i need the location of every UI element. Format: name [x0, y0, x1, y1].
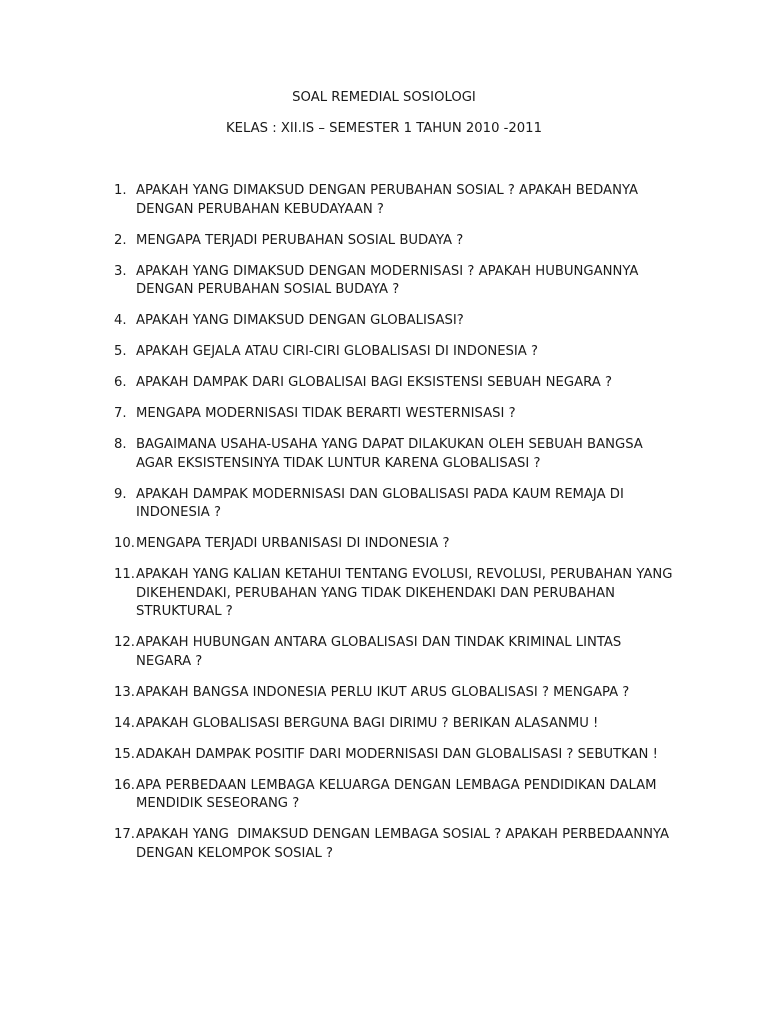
question-number: 2.: [114, 232, 127, 248]
question-text: APAKAH DAMPAK DARI GLOBALISAI BAGI EKSISTENSI SEBUAH NEGARA ?: [136, 375, 612, 390]
question-text: APAKAH BANGSA INDONESIA PERLU IKUT ARUS GLOBALISASI ? MENGAPA ?: [136, 684, 630, 700]
question-item: [114, 566, 680, 622]
question-number: 14.: [114, 715, 135, 731]
question-item: [114, 826, 680, 863]
question-text: MENGAPA TERJADI PERUBAHAN SOSIAL BUDAYA ?: [136, 232, 464, 248]
question-item: [114, 486, 680, 523]
question-item: [114, 343, 680, 362]
question-text: MENGAPA TERJADI URBANISASI DI INDONESIA ?: [136, 536, 450, 551]
question-text: APAKAH GLOBALISASI BERGUNA BAGI DIRIMU ? BERIKAN ALASANMU !: [136, 715, 599, 731]
question-number: 3.: [114, 263, 127, 279]
question-item: [114, 634, 680, 671]
question-text: APAKAH DAMPAK MODERNISASI DAN GLOBALISASI PADA KAUM REMAJA DI INDONESIA ?: [136, 486, 629, 520]
question-item: [114, 777, 680, 814]
question-number: 9.: [114, 486, 127, 502]
question-number: 10.: [114, 536, 135, 551]
question-text: APAKAH YANG DIMAKSUD DENGAN GLOBALISASI?: [136, 313, 464, 328]
question-number: 5.: [114, 344, 127, 359]
question-number: 15.: [114, 746, 135, 762]
question-text: MENGAPA MODERNISASI TIDAK BERARTI WESTERNISASI ?: [136, 406, 516, 421]
question-number: 6.: [114, 375, 127, 390]
question-item: [114, 374, 680, 393]
document-subtitle: KELAS : XII.IS – SEMESTER 1 TAHUN 2010 -2011: [226, 121, 542, 136]
question-number: 13.: [114, 684, 135, 700]
question-item: [114, 263, 680, 300]
question-text: APAKAH YANG DIMAKSUD DENGAN MODERNISASI ? APAKAH HUBUNGANNYA DENGAN PERUBAHAN SOSIAL BUDAYA ?: [136, 263, 643, 297]
question-number: 11.: [114, 567, 135, 582]
question-text: APAKAH HUBUNGAN ANTARA GLOBALISASI DAN TINDAK KRIMINAL LINTAS NEGARA ?: [136, 635, 626, 669]
question-number: 4.: [114, 313, 127, 328]
question-number: 1.: [114, 183, 127, 198]
question-item: [114, 436, 680, 473]
question-list: [114, 182, 680, 876]
question-item: [114, 405, 680, 424]
question-number: 17.: [114, 827, 135, 842]
question-text: BAGAIMANA USAHA-USAHA YANG DAPAT DILAKUKAN OLEH SEBUAH BANGSA AGAR EKSISTENSINYA TIDAK LUNTUR KARENA GLOBALISASI ?: [136, 437, 648, 471]
question-text: APAKAH YANG DIMAKSUD DENGAN PERUBAHAN SOSIAL ? APAKAH BEDANYA DENGAN PERUBAHAN KEBUDAYAAN ?: [136, 183, 643, 217]
question-item: [114, 746, 680, 765]
question-number: 16.: [114, 777, 135, 793]
question-item: [114, 715, 680, 734]
document-title: SOAL REMEDIAL SOSIOLOGI: [292, 90, 476, 105]
question-item: [114, 232, 680, 251]
question-text: APA PERBEDAAN LEMBAGA KELUARGA DENGAN LEMBAGA PENDIDIKAN DALAM MENDIDIK SESEORANG ?: [136, 777, 661, 811]
question-text: APAKAH GEJALA ATAU CIRI-CIRI GLOBALISASI DI INDONESIA ?: [136, 344, 538, 359]
question-number: 12.: [114, 635, 135, 650]
question-number: 7.: [114, 406, 127, 421]
question-item: [114, 312, 680, 331]
question-number: 8.: [114, 437, 127, 452]
question-text: APAKAH YANG KALIAN KETAHUI TENTANG EVOLUSI, REVOLUSI, PERUBAHAN YANG DIKEHENDAKI, PERUBAHAN YANG TIDAK DIKEHENDAKI DAN PERUBAHAN STRUKTURAL ?: [136, 567, 677, 619]
question-item: [114, 182, 680, 219]
question-text: APAKAH YANG DIMAKSUD DENGAN LEMBAGA SOSIAL ? APAKAH PERBEDAANNYA DENGAN KELOMPOK SOSIAL ?: [136, 827, 674, 861]
question-text: ADAKAH DAMPAK POSITIF DARI MODERNISASI DAN GLOBALISASI ? SEBUTKAN !: [136, 746, 658, 762]
question-item: [114, 535, 680, 554]
question-item: [114, 684, 680, 703]
